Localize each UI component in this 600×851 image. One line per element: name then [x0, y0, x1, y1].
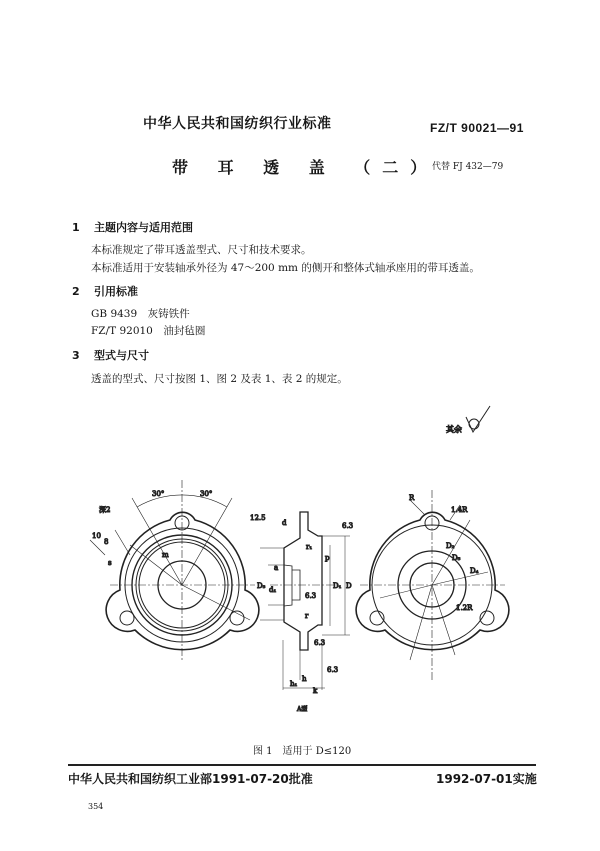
footer-divider: [68, 764, 536, 766]
dim-label: 8: [104, 538, 109, 546]
dim-label: k: [313, 687, 318, 695]
paragraph: 透盖的型式、尺寸按图 1、图 2 及表 1、表 2 的规定。: [91, 373, 348, 385]
implementation-date: 1992-07-01实施: [436, 772, 537, 786]
dim-label: D: [346, 582, 352, 590]
section-3-heading: [72, 347, 149, 363]
page-title: 带 耳 透 盖 （二）: [172, 158, 439, 177]
dim-label: 6.3: [305, 592, 317, 600]
dim-label: 12.5: [250, 514, 266, 522]
paragraph: 本标准规定了带耳透盖型式、尺寸和技术要求。: [91, 244, 312, 256]
paragraph: 本标准适用于安装轴承外径为 47～200 mm 的侧开和整体式轴承座用的带耳透盖。: [91, 262, 480, 274]
dim-label: d: [282, 519, 287, 527]
dim-label: p: [325, 554, 330, 562]
approval-note: 中华人民共和国纺织工业部1991-07-20批准: [68, 772, 313, 786]
section-2-heading: [72, 283, 138, 299]
section-number: 1: [72, 221, 80, 234]
dim-label: d₁: [269, 586, 277, 594]
rear-view: [356, 490, 509, 680]
type-label: A型: [297, 706, 308, 713]
dim-label: 1.2R: [456, 604, 473, 612]
dim-label: h: [302, 675, 307, 683]
dim-label: a: [274, 564, 279, 572]
dim-label: s: [108, 559, 112, 567]
section-view: [260, 512, 350, 690]
dim-label: D₂: [446, 542, 455, 550]
section-number: 2: [72, 285, 80, 298]
dim-label: 30°: [200, 490, 213, 498]
page-number: 354: [88, 802, 104, 811]
section-1-heading: [72, 219, 193, 235]
dim-label: m: [162, 551, 169, 559]
roughness-symbol-icon: [466, 406, 490, 432]
dim-label: R: [409, 494, 415, 502]
section-title: 引用标准: [94, 285, 138, 298]
figure-caption: 图 1 适用于 D≤120: [253, 746, 352, 757]
dim-label: 6.3: [314, 639, 326, 647]
dim-label: 6.3: [342, 522, 354, 530]
reference-item: GB 9439 灰铸铁件: [91, 308, 190, 320]
dim-label: r₁: [306, 543, 313, 551]
front-view: [90, 480, 259, 660]
dim-label: 1.4R: [451, 506, 468, 514]
dim-label: 10: [92, 532, 101, 540]
section-title: 主题内容与适用范围: [94, 221, 193, 234]
roughness-note: 其余: [446, 425, 462, 434]
section-title: 型式与尺寸: [94, 349, 149, 362]
dim-label: 30°: [152, 490, 165, 498]
reference-item: FZ/T 92010 油封毡圈: [91, 325, 206, 337]
issuing-organization: 中华人民共和国纺织行业标准: [143, 116, 332, 132]
dim-label: h₁: [290, 680, 298, 688]
dim-label: 深2: [99, 506, 111, 514]
standard-code: FZ/T 90021—91: [430, 121, 524, 135]
dim-label: D₃: [257, 582, 266, 590]
dim-label: 6.3: [327, 666, 339, 674]
replaces-note: 代替 FJ 432—79: [432, 162, 504, 172]
dim-label: r: [305, 612, 309, 620]
dim-label: D₅: [452, 554, 461, 562]
section-number: 3: [72, 349, 80, 362]
dim-label: D₄: [470, 567, 479, 575]
figure-1-drawing: [0, 400, 600, 740]
dim-label: D₁: [333, 582, 342, 590]
